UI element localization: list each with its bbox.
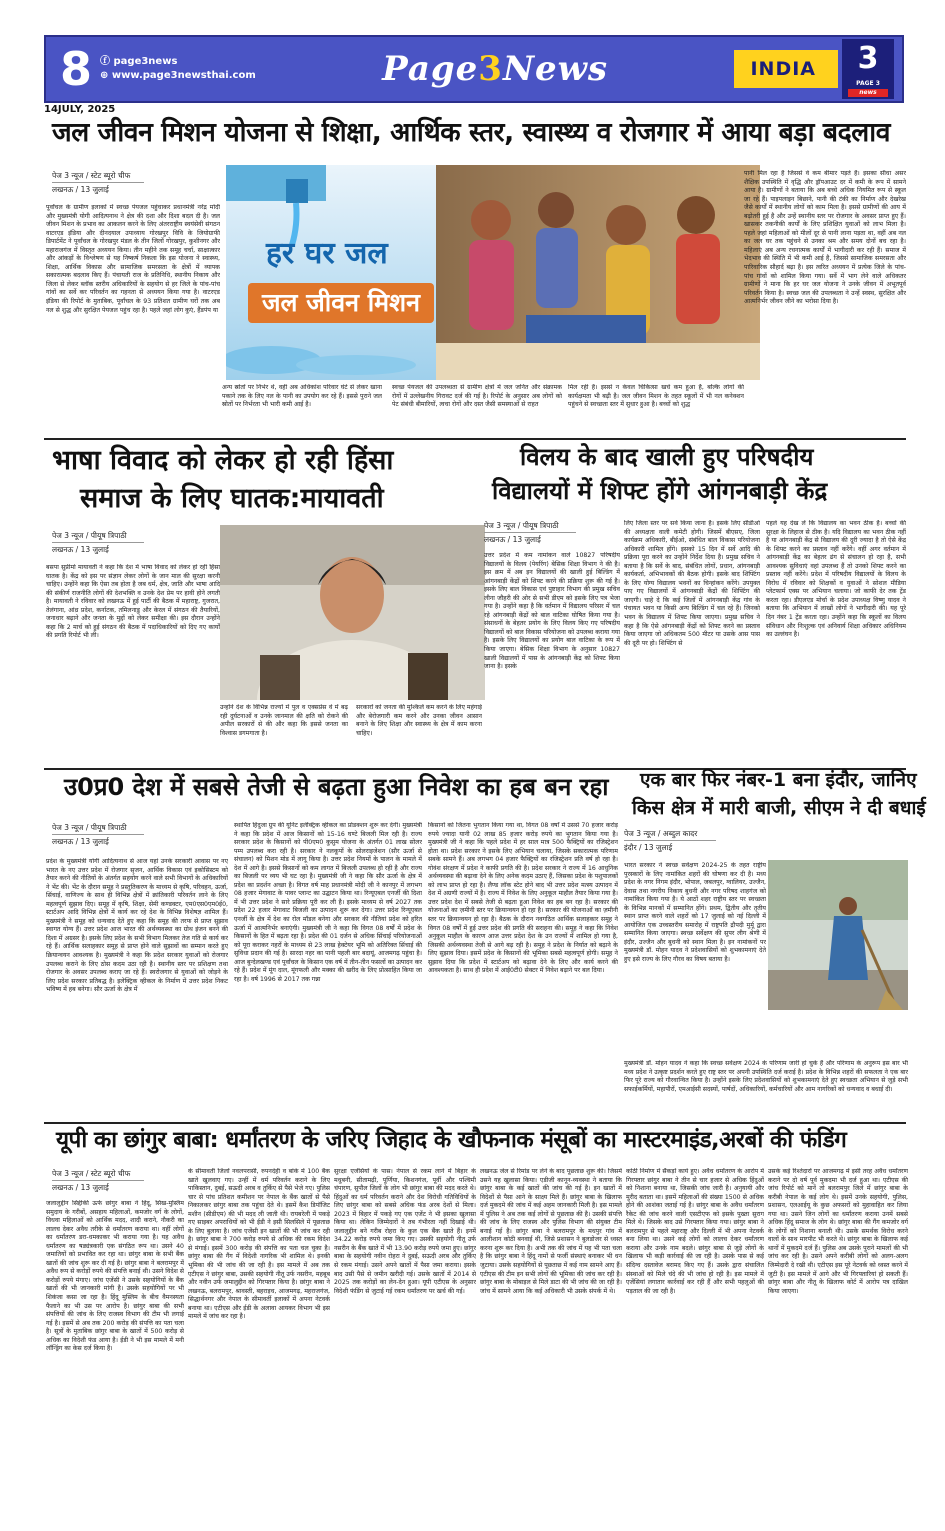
facebook-icon: ⓕ	[100, 55, 114, 67]
divider	[44, 1122, 906, 1124]
social-handle: page3news	[113, 55, 178, 67]
newspaper-logo: Page3News	[382, 48, 609, 89]
article1-col1: पूर्वांचल के ग्रामीण इलाकों में स्वच्छ पेयजल पहुंचाकर प्रधानमंत्री नरेंद्र मोदी और मुख्यमंत्री योगी आदित्यनाथ ने क्षेत्र की दशा और दिशा बदल दी है। जल जीवन मिशन के प्रभाव का आकलन करने के लिए अंतरराष्ट्रीय स्वयंसेवी संगठन वाटरएड इंडिया और दीनदयाल उपाध्याय गोरखपुर विवि के जियोग्राफी डिपार्टमेंट ने पूर्वांचल के गोरखपुर मंडल के तीन जिलों गोरखपुर, कुशीनगर और महाराजगंज में विस्तृत अध्ययन किया। तीन महीने तक समूह चर्चा, साक्षात्कार और आंकड़ों के विश्लेषण से यह निष्कर्ष निकला कि इस योजना ने स्वास्थ्य, शिक्षा, आर्थिक विकास और सामाजिक समरसता के क्षेत्रों में व्यापक सकारात्मक बदलाव किए हैं। पंचायती राज के प्रतिनिधि, स्थानीय निकाय और जिला से लेकर ब्लॉक स्तरीय अधिकारियों के सहयोग से हर जिले के पांच-पांच गांवों का सर्वे कर परिवर्तन का गहनता से अध्ययन किया गया है। वाटरएड इंडिया की रिपोर्ट के मुताबिक, पूर्वांचल के 93 प्रतिशत ग्रामीण घरों तक अब नल से शुद्ध और सुरक्षित पेयजल पहुंच रहा है। पहले जहां लोग कुएं, हैंडपंप या	[46, 204, 220, 314]
article1-col4: मिल रही है। इससे न केवल चिकित्सा खर्च कम हुआ है, बल्कि लोगों की कार्यक्षमता भी बढ़ी है। जल जीवन मिशन के तहत स्कूलों में भी नल कनेक्शन पहुंचने से स्वच्छता स्तर में सुधार हुआ है। बच्चों को शुद्ध	[568, 384, 744, 409]
article3-col2: लिए जिला स्तर पर सर्वे किया जाना है। इसके लिए सीडीओ की अध्यक्षता वाली कमेटी होगी। जिसमें बीएसए, जिला कार्यक्रम अधिकारी, बीईओ, संबंधित बाल विकास परियोजना अधिकारी शामिल होंगे। इसको 15 दिन में सर्वे आदि की प्रक्रिया पूरा करने का उन्होंने निर्देश दिया है। प्रमुख सचिव ने बताया है कि सर्वे के बाद, संबंधित लोगों, प्रधान, आंगनबाड़ी कार्यकर्ता, अभिभावकों की बैठक होगी। इसके बाद शिफ्टिंग के लिए योग्य विद्यालय भवनों का चिन्हांकन करेंगे। उपयुक्त पाए गए विद्यालयों में आंगनबाड़ी केंद्रों की शिफ्टिंग की जाएगी। चाहे दे कि कई जिलों में आंगनबाड़ी केंद्र गांव के पंचायत भवन या किसी अन्य बिल्डिंग में चल रहे हैं। जिनको भवन के विद्यालय में शिफ्ट किया जाएगा। प्रमुख सचिव ने कहा है कि ऐसे आंगनबाड़ी केंद्रों को शिफ्ट करने का प्रस्ताव किया जाएगा जो अधिकतम 500 मीटर या उसके आस पास की दूरी पर हो। शिफ्टिंग से	[624, 520, 760, 647]
article5-photo	[768, 860, 908, 1010]
website-link[interactable]: www.page3newsthai.com	[111, 70, 256, 81]
article6-col6: उसके कई रिश्तेदारों पर आजमगढ़ में इसी तरह अवैध धर्मांतरण कराने पर दो वर्ष पूर्व मुकदमा भी दर्ज हुआ था। एटीएस की जांच रिपोर्ट को मानें तो बलरामपुर जिले में छांगुर बाबा के करीबी नेपाल के कई लोग थे। इसमें उनके सहयोगी, पुलिस, प्रशासन, एलआईयू के कुछ अफसरों को मुहावाहित कर लिया गया था। उसने जिन लोगों का धर्मांतरण कराया उनमें सबसे अधिक हिंदू समाज के लोग थे। छांगुर बाबा की गैंग कमजोर वर्ग के लोगों को निशाना बनाती थी। उसके समर्थक विरोध करने वालों के साथ मारपीट भी करते थे। छांगुर बाबा के खिलाफ कई थानों में मुकदमे दर्ज हैं। पुलिस अब उसके पुराने मामलों की भी जांच कर रही है। उसने अपने करीबी लोगों को अलग-अलग जिम्मेदारी दे रखी थी। एटीएस इस पूरे नेटवर्क को ध्वस्त करने में जुटी है। इस मामले में आगे और भी गिरफ्तारियां हो सकती हैं। छांगुर बाबा और नीतू के खिलाफ कोर्ट में आरोप पत्र दाखिल किया जाएगा।	[768, 1168, 908, 1295]
article4-col1: प्रदेश के मुख्यमंत्री योगी आदित्यनाथ से आज यहां उनके सरकारी आवास पर नए भारत के नए उत्तर प्रदेश में रोजगार सृजन, आर्थिक विकास एवं इकोसिस्टम को तैयार करने की नीतियों के अंतर्गत सहयोग करने वाले सभी विभागों के अधिकारियों ने भेंट की। भेंट के दौरान समूह ने प्रस्तुतिकरण के माध्यम से कृषि, परिवहन, ऊर्जा, सिंचाई, वाणिज्य के साथ ही विभिन्न क्षेत्रों में क्रांतिकारी परिवर्तन लाने के लिए महत्वपूर्ण सुझाव दिए। समूह में कृषि, शिक्षा, सेमी कण्डक्टर, एम0एस0एम0ई0, स्टार्टअप आदि विभिन्न क्षेत्रों में कार्य कर रहे देश के विभिन्न विशेषज्ञ शामिल हैं। मुख्यमंत्री ने समूह को धन्यवाद देते हुए कहा कि समूह की तरफ से प्राप्त सुझाव स्वागत योग्य हैं। उत्तर प्रदेश आज भारत की अर्थव्यवस्था का ग्रोथ इंजन बनने की दिशा में अग्रसर है। इसके लिए प्रदेश के सभी विभाग मिलकर तेज गति से कार्य कर रहे हैं। आर्थिक सलाहकार समूह से प्राप्त होने वाले सुझावों का सम्मान करते हुए क्रियान्वयन आवश्यक है। मुख्यमंत्री ने कहा कि प्रदेश सरकार युवाओं को रोजगार उपलब्ध कराने के लिए ठोस कदम उठा रही है। स्थानीय स्तर पर प्रशिक्षण तथा रोजगार के अवसर उपलब्ध कराए जा रहे हैं। स्वरोजगार से युवाओं को जोड़ने के लिए प्रदेश सरकार प्रतिबद्ध है। इलेक्ट्रिक व्हीकल के निर्माण में उत्तर प्रदेश निकट भविष्य में हब बनेगा। सौर ऊर्जा के क्षेत्र में	[46, 858, 228, 994]
globe-icon: ⊕	[100, 70, 112, 81]
article1-byline: पेज 3 न्यूज / स्टेट ब्यूरो चीफ लखनऊ / 13 जुलाई	[52, 170, 144, 196]
masthead	[44, 35, 904, 103]
article5-headline-line2: किस क्षेत्र में मारी बाजी, सीएम ने दी बधाई	[632, 797, 926, 819]
article6-col5: कोठी निर्माण में सैंकड़ों कार्य हुए। अवैध धर्मांतरण के आरोप में गिरफ्तार छांगुर बाबा ने तीन से चार हजार से अधिक हिंदुओं को निशाना बनाया था, जिसकी जांच जारी है। अनुयायी और मुरीद बताता था। इसमें महिलाओं की संख्या 1500 से अधिक होने की आशंका जताई गई है। छांगुर बाबा के अवैध धर्मांतरण रैकेट की जांच करने वाली एसटीएफ को इसके पुख्ता सुराग मिले थे। जिसके बाद उसे गिरफ्तार किया गया। छांगुर बाबा ने बलरामपुर से पहले महाराष्ट्र और दिल्ली में भी अपना नेटवर्क बना लिया था। उसने कई लोगों को लालच देकर धर्मांतरण कराया और उनके नाम बदले। छांगुर बाबा से जुड़े लोगों के खिलाफ भी कड़ी कार्रवाई की जा रही है। उसके पास से कई संदिग्ध दस्तावेज बरामद किए गए हैं। उसके द्वारा संचालित संस्थाओं को मिले चंदे की भी जांच हो रही है। इस मामले में एजेंसियां लगातार कार्रवाई कर रही हैं और सभी पहलुओं की पड़ताल की जा रही है।	[626, 1168, 764, 1295]
issue-date: 14JULY, 2025	[44, 104, 116, 115]
jal-jeevan-mission-text: जल जीवन मिशन	[248, 283, 434, 323]
article6-col4: लखनऊ जेल से रिमांड पर लेने के बाद पूछताछ शुरू की। जिसमें उसने यह खुलासा किया। एडीजी कानून-व्यवस्था ने बताया कि छांगुर बाबा के कई खातों की जांच की गई है। इन खातों में विदेशों से पैसा आने के साक्ष्य मिले हैं। छांगुर बाबा के खिलाफ दर्ज मुकदमे की जांच में कई अहम जानकारी मिली है। इस मामले में पुलिस ने अब तक कई लोगों से पूछताछ की है। उसकी संपत्ति की जांच के लिए राजस्व और पुलिस विभाग की संयुक्त टीम बनाई गई है। छांगुर बाबा ने बलरामपुर के मधपुर गांव में आलीशान कोठी बनवाई थी, जिसे प्रशासन ने बुलडोजर से ध्वस्त करना शुरू कर दिया है। अभी तक की जांच में यह भी पता चला है कि छांगुर बाबा ने हिंदू नामों से फर्जी संस्थाएं बनाकर भी धन जुटाया। उसके सहयोगियों से पूछताछ में कई नाम सामने आए हैं। एटीएस की टीम इन सभी लोगों की भूमिका की जांच कर रही है। छांगुर बाबा के मोबाइल से मिले डाटा की भी जांच की जा रही है। जांच में सामने आया कि कई अधिकारी भी उसके संपर्क में थे।	[480, 1168, 622, 1295]
article3-col1: उत्तर प्रदेश में कम नामांकन वाले 10827 परिषदीय विद्यालयों के विलय (पेयरिंग) बेसिक शिक्षा विभाग ने की है। इस क्रम में अब इन विद्यालयों की खाली हुई बिल्डिंग में आंगनबाड़ी केंद्रों को शिफ्ट करने की प्रक्रिया शुरू की गई है। इसके लिए बाल विकास एवं पुष्टाहार विभाग की प्रमुख सचिव लीना जौहरी की ओर से सभी डीएम को इसके लिए पत्र भेजा गया है। उन्होंने कहा है कि वर्तमान में विद्यालय परिसर में चल रहे आंगनबाड़ी केंद्रों को बाल वाटिका घोषित किया गया है। संसाधनों के बेहतर प्रयोग के लिए विलय किए गए परिषदीय विद्यालयों को बाल विकास परियोजना को उपलब्ध कराया गया है। इसके लिए विद्यालयों का प्रयोग बाल वाटिका के रूप में किया जाएगा। बेसिक शिक्षा विभाग के अनुसार 10827 खाली विद्यालयों में पास के आंगनबाड़ी केंद्र को शिफ्ट किया जाना है। इसके	[484, 552, 620, 671]
divider	[44, 438, 906, 440]
article3-col3: पहले यह देख लें कि विद्यालय का भवन ठीक है। बच्चों की सुरक्षा के लिहाज से ठीक है। यदि विद्यालय का भवन ठीक नहीं है या आंगनबाड़ी केंद्र से विद्यालय की दूरी ज्यादा है तो ऐसे केंद्र के शिफ्ट करने का प्रस्ताव नहीं करेंगे। वहीं अगर वर्तमान में आंगनबाड़ी केंद्र का बेहतर ढंग से संचालन हो रहा है, सभी आवश्यक सुविधाएं वहां उपलब्ध हैं तो उनको शिफ्ट करने का प्रस्ताव नहीं करेंगे। प्रदेश में परिषदीय विद्यालयों के विलय के विरोध में रविवार को शिक्षकों व युवाओं ने सोशल मीडिया प्लेटफार्म एक्स पर अभियान चलाया। जो काफी देर तक ट्रेंड करता रहा। डीएलएड मोर्चा के प्रदेश उपाध्यक्ष विष्णु यादव ने बताया कि अभियान में लाखों लोगों ने भागीदारी की। यह पूरे दिन नंबर 1 ट्रेंड करता रहा। उन्होंने कहा कि स्कूलों का विलय संविधान और निःशुल्क एवं अनिवार्य शिक्षा अधिकार अधिनियम का उल्लंघन है।	[766, 520, 906, 639]
article2-col2: उन्होंने देश के विभिन्न राज्यों में पुल व एक्सप्रेस वे में बढ़ रही दुर्घटनाओं व उनके जानमाल की क्षति को रोकने की अपील सरकारों से की और कहा कि इससे जनता का विश्वास डगमगाता है।	[220, 704, 348, 737]
page-number: 8	[60, 42, 93, 96]
article4-col3: किसानों को जितना भुगतान किया गया था, विगत 08 वर्षों में उससे 70 हजार करोड़ रुपये ज्यादा यानी 02 लाख 85 हजार करोड़ रुपये का भुगतान किया गया है। मुख्यमंत्री जी ने कहा कि पहले प्रदेश में हर साल मात्र 500 फैक्ट्रियों का रजिस्ट्रेशन होता था। प्रदेश सरकार ने इसके लिए अभियान चलाया, जिसके सकारात्मक परिणाम सबके सामने हैं। अब लगभग 04 हजार फैक्ट्रियों का रजिस्ट्रेशन प्रति वर्ष हो रहा है। गोवंश संरक्षण में प्रदेश ने काफी प्रगति की है। प्रदेश सरकार ने राज्य में 16 आधुनिक अर्थव्यवस्था की बढ़ावा देने के लिए अनेक कदम उठाए हैं, जिसका प्रदेश के पशुपालकों को लाभ प्राप्त हो रहा है। लैण्ड लॉक स्टेट होने बाद भी उत्तर प्रदेश मत्स्य उत्पादन में देश में अग्रणी राज्यों में है। राज्य में निवेश के लिए अनुकूल माहौल तैयार किया गया है। उत्तर प्रदेश देश में सबसे तेजी से बढ़ता हुआ निवेश का हब बन रहा है। सरकार की योजनाओं का ज़मीनी स्तर पर क्रियान्वयन हो रहा है। सरकार की योजनाओं का ज़मीनी स्तर पर क्रियान्वयन हो रहा है। बैठक के दौरान नवगठित आर्थिक सलाहकार समूह ने विगत 08 वर्षों में हुई उत्तर प्रदेश की प्रगति की सराहना की। समूह ने कहा कि निवेश अनुकूल माहौल के कारण आज उत्तर प्रदेश देश के उन राज्यों में शामिल हो गया है, जिसकी अर्थव्यवस्था तेजी से आगे बढ़ रही है। समूह ने प्रदेश के निर्यात को बढ़ाने के लिए सुझाव दिया। इसमें प्रदेश के किसानों की भूमिका सबसे महत्वपूर्ण होगी। समूह ने सुझाव दिया कि प्रदेश में स्टार्टअप को बढ़ावा देने के लिए और कार्य करने की आवश्यकता है। साथ ही प्रदेश में आई0टी0 सेक्टर में निवेश बढ़ाने पर बल दिया।	[428, 822, 618, 975]
article1-headline: जल जीवन मिशन योजना से शिक्षा, आर्थिक स्तर, स्वास्थ्य व रोजगार में आया बड़ा बदलाव	[52, 117, 891, 148]
article6-col2: के सीमावर्ती जिलों नवलपरासी, रुपनदेही व बांके में 100 बैंक खाते खुलवाए गए। उन्हीं में धर्म परिवर्तन कराने के लिए पाकिस्तान, दुबई, सऊदी अरब व तुर्किए से पैसे भेजे गए। पुलिस चार से पांच प्रतिशत कमीशन पर नेपाल के बैंक खातों से पैसे निकालकर छांगुर बाबा तक पहुंचा देते थे। इसमें कैश डिपॉजिट मशीन (सीडीएम) की भी मदद ली जाती थी। रायबरेली में पकड़े गए साइबर अपराधियों को भी ईडी ने इसी सिलसिले में पूछताछ के लिए बुलाया है। जांच एजेंसी इन खातों की भी जांच कर रही है। छांगुर बाबा ने 700 करोड़ रुपये से अधिक की रकम विदेश से मंगाई। इसमें 300 करोड़ की संपत्ति का पता चल चुका है। छांगुर बाबा की गैंग में विदेशी नागरिक भी शामिल थे। इनकी भूमिका की भी जांच की जा रही है। इस मामले में अब तक एटीएस ने छांगुर बाबा, उसकी सहयोगी नीतू उर्फ नसरीन, महबूब और नवीन उर्फ जमालुद्दीन को गिरफ्तार किया है। छांगुर बाबा ने लखनऊ, बलरामपुर, श्रावस्ती, बहराइच, आजमगढ़, महराजगंज, सिद्धार्थनगर और नेपाल के सीमावर्ती इलाकों में अपना नेटवर्क बनाया था। एटीएस और ईडी के अलावा आयकर विभाग भी इस मामले में जांच कर रहा है।	[188, 1168, 330, 1321]
article3-byline: पेज 3 न्यूज / पीयूष त्रिपाठी लखनऊ / 13 जुलाई	[484, 520, 576, 546]
article3-headline-line1: विलय के बाद खाली हुए परिषदीय	[520, 443, 814, 471]
article1-photo	[226, 165, 760, 380]
article5-headline-line1: एक बार फिर नंबर-1 बना इंदौर, जानिए	[640, 769, 917, 791]
page3-badge-icon: 3 PAGE 3 news	[842, 39, 894, 99]
article4-headline: उ0प्र0 देश में सबसे तेजी से बढ़ता हुआ निवेश का हब बन रहा	[64, 773, 609, 801]
article3-headline-line2: विद्यालयों में शिफ्ट होंगे आंगनबाड़ी केंद्र	[492, 477, 828, 505]
masthead-contacts	[100, 55, 256, 84]
article2-photo	[220, 525, 485, 700]
article2-col3: सरकारों को जनता की मुश्किलें कम करने के लिए महंगाई और बेरोजगारी कम करने और उनका जीवन आसान बनाने के लिए शिक्षा और स्वास्थ्य के क्षेत्र में काम करना चाहिए।	[356, 704, 482, 737]
article1-col5: पानी मिल रहा है जिससे वे कम बीमार पड़ते हैं। इसका सीधा असर शैक्षिक उपस्थिति में वृद्धि और ड्रॉपआउट दर में कमी के रूप में सामने आया है। ग्रामीणों ने बताया कि अब बच्चे अधिक नियमित रूप से स्कूल जा रहे हैं। पाइपलाइन बिछाने, पानी की टंकी का निर्माण और देखरेख जैसे कार्यों में स्थानीय लोगों को काम मिला है। इससे ग्रामीणों की आय में बढ़ोतरी हुई है और उन्हें स्थानीय स्तर पर रोजगार के अवसर प्राप्त हुए हैं। खासकर तकनीकी कार्यों के लिए प्रशिक्षित युवाओं को लाभ मिला है। पहले जहां महिलाओं को मीलों दूर से पानी लाना पड़ता था, वहीं अब नल का जल घर तक पहुंचने से उनका श्रम और समय दोनों बच रहा है। महिलाएं अब अन्य रचनात्मक कार्यों में भागीदारी कर रही हैं। समाज में भेदभाव की स्थिति में भी कमी आई है, जिससे सामाजिक समरसता और पारिवारिक सौहार्द बढ़ा है। इस त्वरित अध्ययन में प्रत्येक जिले के पांच-पांच गांवों को शामिल किया गया। सर्वे में भाग लेने वाले अधिकतर ग्रामीणों ने माना कि हर घर जल योजना ने उनके जीवन में अभूतपूर्व परिवर्तन किया है। स्वच्छ जल की उपलब्धता ने उन्हें स्वस्थ, सुरक्षित और आत्मनिर्भर जीवन जीने का भरोसा दिया है।	[744, 170, 906, 306]
har-ghar-jal-text: हर घर जल	[266, 236, 388, 271]
article1-col2: अन्य स्रोतों पर निर्भर थे, वहीं अब अधिकांश परिवार घंटे से लेकर खाना पकाने तक के लिए नल के पानी का उपयोग कर रहे हैं। इससे पुराने जल स्रोतों पर निर्भरता भी भारी कमी आई है।	[222, 384, 382, 409]
article4-byline: पेज 3 न्यूज / पीयूष त्रिपाठी लखनऊ / 13 जुलाई	[52, 822, 144, 848]
article5-col1: भारत सरकार ने स्वच्छ सर्वेक्षण 2024-25 के तहत राष्ट्रीय पुरस्कारों के लिए नामांकित शहरों की घोषणा कर दी है। मध्य प्रदेश के नगर निगम इंदौर, भोपाल, जबलपुर, ग्वालियर, उज्जैन, देवास तथा नगरीय निकाय बुधनी और नगर परिषद शाहगंज को नामांकित किया गया है। ये आठों शहर राष्ट्रीय स्तर पर स्वच्छता के विभिन्न मानकों में सम्मानित होंगे। प्रथम, द्वितीय और तृतीय स्थान प्राप्त करने वाले शहरों को 17 जुलाई को नई दिल्ली में आयोजित एक उच्चस्तरीय समारोह में राष्ट्रपति द्रौपदी मुर्मू द्वारा सम्मानित किया जाएगा। स्वच्छ सर्वेक्षण की सुपर लीग श्रेणी में इंदौर, उज्जैन और बुधनी को स्थान मिला है। इन नामांकनों पर मुख्यमंत्री डॉ. मोहन यादव ने प्रदेशवासियों को शुभकामनाएं देते हुए इसे राज्य के लिए गौरव का विषय बताया है।	[624, 862, 766, 964]
article5-byline: पेज 3 न्यूज / अब्दुल कादर इंदौर / 13 जुलाई	[624, 828, 716, 854]
article2-headline-line2: समाज के लिए घातक:मायावती	[80, 483, 384, 514]
article6-byline: पेज 3 न्यूज / स्टेट ब्यूरो चीफ लखनऊ / 13 जुलाई	[52, 1168, 144, 1194]
article6-col1: जलालुद्दीन सिद्दीकी ऊर्फ छांगुर बाबा ने हिंदू, सिख-मुस्लिम समुदाय के गरीबों, असहाय महिलाओं, कमजोर वर्ग के लोगों, विधवा महिलाओं को आर्थिक मदद, शादी कराने, नौकरी का लालच देकर अवैध तरीके से धर्मांतरण कराया था। वहीं लोगों का धर्मांतरण डरा-धमकाकर भी कराया गया है। यह अवैध धर्मांतरण का षड्यंत्रकारी एक संगठित रूप था। उसने 40 जमातियों को प्रभावित कर रहा था। छांगुर बाबा के सभी बैंक खातों की जांच शुरू कर दी गई है। छांगुर बाबा ने बलरामपुर में अवैध रूप से करोड़ों रुपये की संपत्ति बनाई थी। उसने विदेश से करोड़ों रुपये मंगाए। जांच एजेंसी ने उसके सहयोगियों के बैंक खातों की भी जानकारी मांगी है। उसके सहयोगियों पर भी शिकंजा कसा जा रहा है। हिंदू मुस्लिम के बीच वैमनस्यता फैलाने का भी उस पर आरोप है। छांगुर बाबा की सभी संपत्तियों की जांच के लिए राजस्व विभाग की टीम भी लगाई गई है। इसमें से अब तक 200 करोड़ की संपत्ति का पता चला है। सूत्रों के मुताबिक छांगुर बाबा के खातों में 500 करोड़ से अधिक का विदेशी फंड आया है। ईडी ने भी इस मामले में मनी लॉन्ड्रिंग का केस दर्ज किया है।	[46, 1200, 184, 1353]
article5-col2: मुख्यमंत्री डॉ. मोहन यादव ने कहा कि स्वच्छ सर्वेक्षण 2024 के परिणाम जारी हो चुके हैं और परिणाम के अनुरूप इस बार भी मध्य प्रदेश ने उत्कृष्ट प्रदर्शन करते हुए राष्ट्र स्तर पर अपनी उपस्थिति दर्ज कराई है। प्रदेश के विभिन्न शहरों की सफलता ने एक बार फिर पूरे राज्य को गौरवान्वित किया है। उन्होंने इसके लिए प्रदेशवासियों को शुभकामनाएं देते हुए स्वच्छता अभियान से जुड़े सभी सफाईकर्मियों, महापौरों, एमआईसी सदस्यों, पार्षदों, अधिकारियों, कर्मचारियों और आम नागरिकों को धन्यवाद व बधाई दी।	[624, 1060, 908, 1093]
article1-col3: स्वच्छ पेयजल की उपलब्धता से ग्रामीण क्षेत्रों में जल जनित और संक्रामक रोगों में उल्लेखनीय गिरावट दर्ज की गई है। रिपोर्ट के अनुसार अब लोगों को पेट संबंधी बीमारियों, त्वचा रोगों और दस्त जैसी समस्याओं से राहत	[392, 384, 562, 409]
edition-label: INDIA	[734, 50, 838, 88]
article2-byline: पेज 3 न्यूज / पीयूष त्रिपाठी लखनऊ / 13 जुलाई	[52, 530, 144, 556]
article4-col2: स्थापित हिंदुजा ग्रुप की यूनिट इलेक्ट्रिक व्हीकल का प्रोडक्शन शुरू कर देगी। मुख्यमंत्री ने कहा कि प्रदेश में आज किसानों को 15-16 घण्टे बिजली मिल रही है। राज्य सरकार प्रदेश के किसानों को पी0एम0 कुसुम योजना के अंतर्गत 01 लाख सोलर पम्प उपलब्ध करा रही है। सरकार ने नलकूपों के सोलराइजेशन (सौर ऊर्जा से संचालन) को मिशन मोड में लागू किया है। उत्तर प्रदेश नियमों के पालन के मामले में देश में आगे है। इससे किसानों को कम लागत में बिजली उपलब्ध हो रही है और राज्य का बिजली पर व्यय भी घट रहा है। मुख्यमंत्री जी ने कहा कि सौर ऊर्जा के क्षेत्र में प्रदेश का प्रदर्शन अच्छा है। विगत वर्ष माह प्रधानमंत्री मोदी जी ने कानपुर में लगभग 08 हजार मेगावाट के पावर प्लान्ट का उद्घाटन किया था। रिन्यूएबल एनर्जी की दिशा में भी उत्तर प्रदेश ने सारे प्रक्रिया पूरी कर ली है। इसके माध्यम से वर्ष 2027 तक प्रदेश 22 हजार मेगावाट बिजली का उत्पादन शुरू कर देगा। उत्तर प्रदेश रिन्यूएबल एनर्जी के क्षेत्र में देश का रोल मॉडल बनेगा और सरकार की नीतियां प्रदेश को हरित ऊर्जा में आत्मनिर्भर बनाएंगी। मुख्यमंत्री जी ने कहा कि विगत 08 वर्षों में प्रदेश के किसानों के हित में बढ़ता रहा है। प्रदेश की 01 दर्जन से अधिक सिंचाई परियोजनाओं को पूरा कराकर नहरों के माध्यम से 23 लाख हेक्टेयर भूमि को अतिरिक्त सिंचाई की सुविधा प्रदान की गई है। सारदा नहर का पानी पहली बार बदायूं, आजमगढ़ पहुंचा है। आज बुन्देलखण्ड एवं पूर्वांचल के किसान एक वर्ष में तीन-तीन फसलों का उत्पादन कर रहे हैं। प्रदेश में मूंग दाल, मूंगफली और मक्का की खरीद के लिए प्रोत्साहित किया जा रहा है। वर्ष 1996 से 2017 तक गन्ना	[234, 822, 422, 983]
article2-col1: बसपा सुप्रीमो मायावती ने कहा कि देश में भाषा विवाद को लेकर हो रही हिंसा घातक है। केंद्र को इस पर संज्ञान लेकर लोगों के जान माल की सुरक्षा करनी चाहिए। उन्होंने कहा कि ऐसा तब होता है जब धर्म, क्षेत्र, जाति और भाषा आदि की संकीर्ण राजनीति लोगों की देशभक्ति व उनके देश प्रेम पर हावी होने लगती है। मायावती ने रविवार को लखनऊ में हुई पार्टी की बैठक में महाराष्ट्र, गुजरात, तेलंगाना, आंध्र प्रदेश, कर्नाटक, तमिलनाडु और केरल में संगठन की तैयारियों, जनाधार बढ़ाने और जनता के मुद्दों को लेकर समीक्षा की। इस दौरान उन्होंने कहा कि 2 मार्च को हुई संगठन की बैठक में पदाधिकारियों को दिए गए कार्यों की प्रगति रिपोर्ट भी ली।	[46, 564, 220, 640]
article6-col3: सुरक्षा एजेंसियों के पास। नेपाल से रकम लाने में बिहार के मधुबनी, सीतामढ़ी, पूर्णिया, किशनगंज, पूर्वी और पश्चिमी चंपारण, सुपौल जिलों के लोग भी छांगुर बाबा की मदद करते थे। हिंदुओं का धर्म परिवर्तन कराने और देश विरोधी गतिविधियों के लिए छांगुर बाबा को सबसे अधिक फंड अरब देशों से मिला। 2023 में बिहार में पकड़े गए एक एजेंट ने भी इसका खुलासा किया था। लेकिन जिम्मेदारों ने तब गंभीरता नहीं दिखाई थी। जलालुद्दीन बने गरीब रोहरा के कुल एक बैंक खाते हैं। इनमें 34.22 करोड़ रुपये जमा किए गए। उसकी सहयोगी नीतू उर्फ नसरीन के बैंक खाते में भी 13.90 करोड़ रुपये जमा हुए। छांगुर बाबा के सहयोगी नवीन रोहरा ने दुबई, सऊदी अरब और तुर्किए से रकम मंगाई। उसने अपने खातों में पैसा जमा कराया। इसके बाद उसी पैसे से जमीन खरीदी गई। उसके खातों में 2014 से 2025 तक करोड़ों का लेन-देन हुआ। यूपी एटीएस के अनुसार विदेशी फंडिंग से जुटाई गई रकम धर्मांतरण पर खर्च की गई।	[334, 1168, 476, 1295]
article6-headline: यूपी का छांगुर बाबा: धर्मांतरण के जरिए जिहाद के खौफनाक मंसूबों का मास्टरमाइंड,अरबों की फंडिंग	[56, 1127, 847, 1153]
article2-headline-line1: भाषा विवाद को लेकर हो रही हिंसा	[52, 445, 394, 476]
